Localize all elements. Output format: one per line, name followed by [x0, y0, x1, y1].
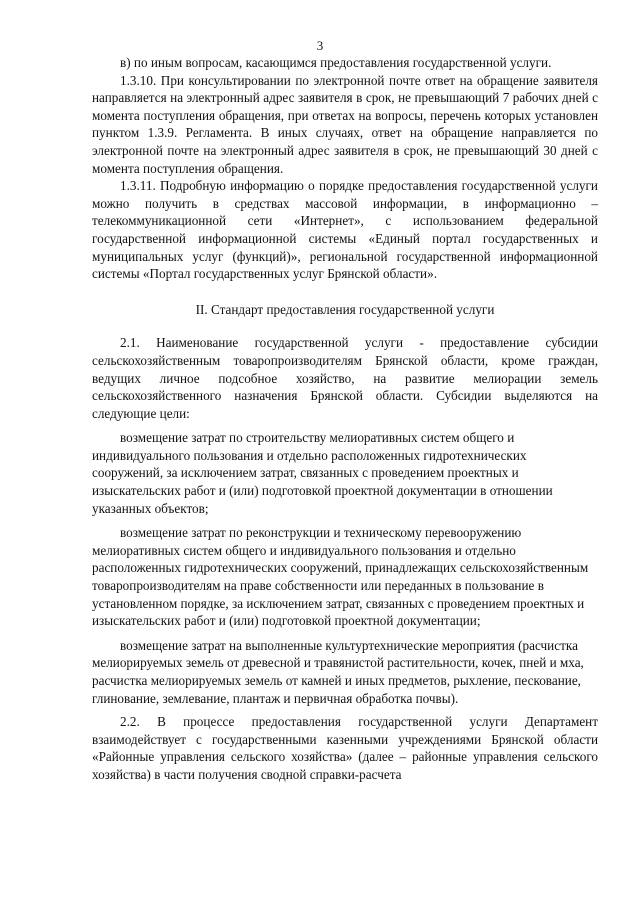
- paragraph-item-v: в) по иным вопросам, касающимся предоставления государственной услуги.: [120, 55, 552, 70]
- paragraph-2-2: 2.2. В процессе предоставления государственной услуги Департамент взаимодействует с государственными казенными учреждениями Брянской области «Районные управления сельского хозяйства» (далее – районные управления сельского хозяйства) в части получения сводной справки-расчета: [92, 714, 598, 782]
- paragraph-1-3-10: 1.3.10. При консультировании по электронной почте ответ на обращение заявителя направляется на электронный адрес заявителя в срок, не превышающий 7 рабочих дней с момента поступления обращения, при ответах на вопросы, перечень которых установлен пунктом 1.3.9. Регламента. В иных случаях, ответ на обращение направляется по электронной почте на электронный адрес заявителя в срок, не превышающий 30 дней с момента поступления обращения.: [92, 72, 598, 176]
- list-item-goal-reconstruction: возмещение затрат по реконструкции и техническому перевооружению мелиоративных систем общего и индивидуального пользования и отдельно расположенных гидротехнических сооружений, принадлежащих сельскохозяйственным товаропроизводителям на праве собственности или переданных в пользование в установленном порядке, за исключением затрат, связанных с проведением проектных и изыскательских работ и (или) подготовкой проектной документации;: [92, 525, 589, 629]
- paragraph-2-1: 2.1. Наименование государственной услуги - предоставление субсидии сельскохозяйственным товаропроизводителям Брянской области, кроме граждан, ведущих личное подсобное хозяйство, на развитие мелиорации земель сельскохозяйственного назначения Брянской области. Субсидии выделяются на следующие цели:: [92, 335, 598, 421]
- section-heading: II. Стандарт предоставления государственной услуги: [195, 301, 495, 317]
- document-body: [92, 54, 598, 784]
- page-number: 3: [316, 38, 324, 53]
- list-item-goal-construction: возмещение затрат по строительству мелиоративных систем общего и индивидуального пользования и отдельно расположенных гидротехнических сооружений, за исключением затрат, связанных с проведением проектных и изыскательских работ и (или) подготовкой проектной документации в отношении указанных объектов;: [92, 430, 553, 516]
- paragraph-1-3-11: 1.3.11. Подробную информацию о порядке предоставления государственной услуги можно получить в средствах массовой информации, в информационно – телекоммуникационной сети «Интернет», с использованием федеральной государственной информационной системы «Единый портал государственных и муниципальных услуг (функций)», региональной государственной информационной системы «Портал государственных услуг Брянской области».: [92, 178, 598, 282]
- list-item-goal-cultivation: возмещение затрат на выполненные культуртехнические мероприятия (расчистка мелиорируемых земель от древесной и травянистой растительности, кочек, пней и мха, расчистка мелиорируемых земель от камней и иных предметов, рыхление, пескование, глинование, землевание, плантаж и первичная обработка почвы).: [92, 637, 584, 706]
